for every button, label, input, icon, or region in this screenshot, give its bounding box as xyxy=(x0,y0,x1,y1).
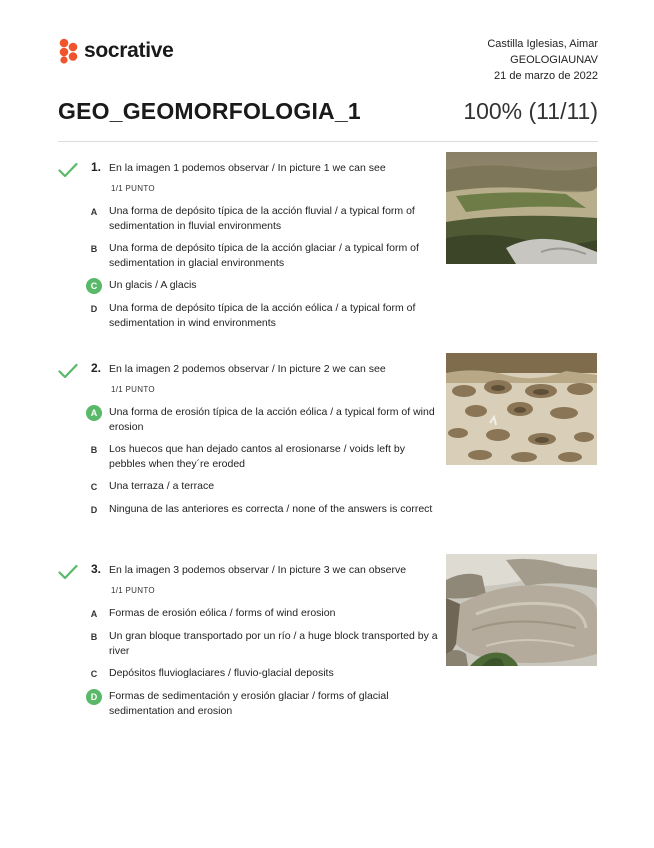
report-header xyxy=(58,36,598,86)
answer-option-c xyxy=(86,666,441,682)
logo-text: socrative xyxy=(84,39,174,62)
glacial-rock-photo-icon xyxy=(446,554,597,666)
answer-options xyxy=(86,606,441,726)
question-number: 2. xyxy=(91,361,102,375)
socrative-logo xyxy=(58,38,174,64)
option-text: Una forma de erosión típica de la acción eólica / a typical form of wind erosion xyxy=(109,406,435,433)
option-letter: D xyxy=(90,505,98,515)
answer-option-a xyxy=(86,405,441,435)
option-text: Formas de sedimentación y erosión glaciar / forms of glacial sedimentation and erosion xyxy=(109,690,389,717)
option-text: Depósitos fluvioglaciares / fluvio-glacial deposits xyxy=(109,667,334,679)
student-name: Castilla Iglesias, Aimar xyxy=(487,38,598,50)
option-letter: C xyxy=(90,482,98,492)
option-text: Formas de erosión eólica / forms of wind erosion xyxy=(109,607,336,619)
answer-option-d xyxy=(86,301,441,331)
quiz-title: GEO_GEOMORFOLOGIA_1 xyxy=(58,98,361,124)
answer-option-c xyxy=(86,278,441,294)
question-number: 1. xyxy=(91,160,102,174)
option-letter: D xyxy=(90,304,98,314)
question-number: 3. xyxy=(91,562,102,576)
option-letter: B xyxy=(90,445,98,455)
option-text: Una forma de depósito típica de la acción fluvial / a typical form of sedimentation in fluvial environments xyxy=(109,205,415,232)
question-points: 1/1 PUNTO xyxy=(111,586,155,595)
option-letter: C xyxy=(90,669,98,679)
question-1-photo xyxy=(446,152,597,264)
report-meta xyxy=(487,36,598,84)
answer-option-d xyxy=(86,502,441,518)
option-letter-correct: A xyxy=(86,405,102,421)
question-2-photo xyxy=(446,353,597,465)
question-text: En la imagen 3 podemos observar / In picture 3 we can observe xyxy=(109,564,407,576)
quiz-score: 100% (11/11) xyxy=(463,98,598,124)
option-letter: A xyxy=(90,207,98,217)
question-text: En la imagen 2 podemos observar / In picture 2 we can see xyxy=(109,363,386,375)
option-letter-correct: D xyxy=(86,689,102,705)
title-row xyxy=(58,98,598,128)
class-name: GEOLOGIAUNAV xyxy=(510,54,598,66)
answer-option-b xyxy=(86,241,441,271)
answer-option-a xyxy=(86,204,441,234)
question-points: 1/1 PUNTO xyxy=(111,184,155,193)
correct-check-icon xyxy=(58,363,78,379)
eroded-rock-photo-icon xyxy=(446,353,597,465)
report-date: 21 de marzo de 2022 xyxy=(494,70,598,82)
option-text: Una forma de depósito típica de la acción eólica / a typical form of sedimentation in wind environments xyxy=(109,302,416,329)
option-text: Ninguna de las anteriores es correcta / none of the answers is correct xyxy=(109,503,433,515)
option-text: Una forma de depósito típica de la acción glaciar / a typical form of sedimentation in glacial environments xyxy=(109,242,419,269)
option-letter: B xyxy=(90,244,98,254)
option-text: Los huecos que han dejado cantos al erosionarse / voids left by pebbles when they´re eroded xyxy=(109,443,405,470)
answer-option-b xyxy=(86,442,441,472)
answer-option-d xyxy=(86,689,441,719)
option-text: Un gran bloque transportado por un río / a huge block transported by a river xyxy=(109,630,438,657)
answer-options xyxy=(86,204,441,338)
option-letter: A xyxy=(90,609,98,619)
answer-option-b xyxy=(86,629,441,659)
question-points: 1/1 PUNTO xyxy=(111,385,155,394)
correct-check-icon xyxy=(58,564,78,580)
option-text: Un glacis / A glacis xyxy=(109,279,197,291)
logo-mark-icon xyxy=(58,38,80,64)
title-divider xyxy=(58,141,598,142)
option-text: Una terraza / a terrace xyxy=(109,480,215,492)
correct-check-icon xyxy=(58,162,78,178)
question-3-photo xyxy=(446,554,597,666)
option-letter: B xyxy=(90,632,98,642)
question-text: En la imagen 1 podemos observar / In picture 1 we can see xyxy=(109,162,386,174)
answer-option-c xyxy=(86,479,441,495)
answer-options xyxy=(86,405,441,525)
answer-option-a xyxy=(86,606,441,622)
landscape-photo-icon xyxy=(446,152,597,264)
option-letter-correct: C xyxy=(86,278,102,294)
